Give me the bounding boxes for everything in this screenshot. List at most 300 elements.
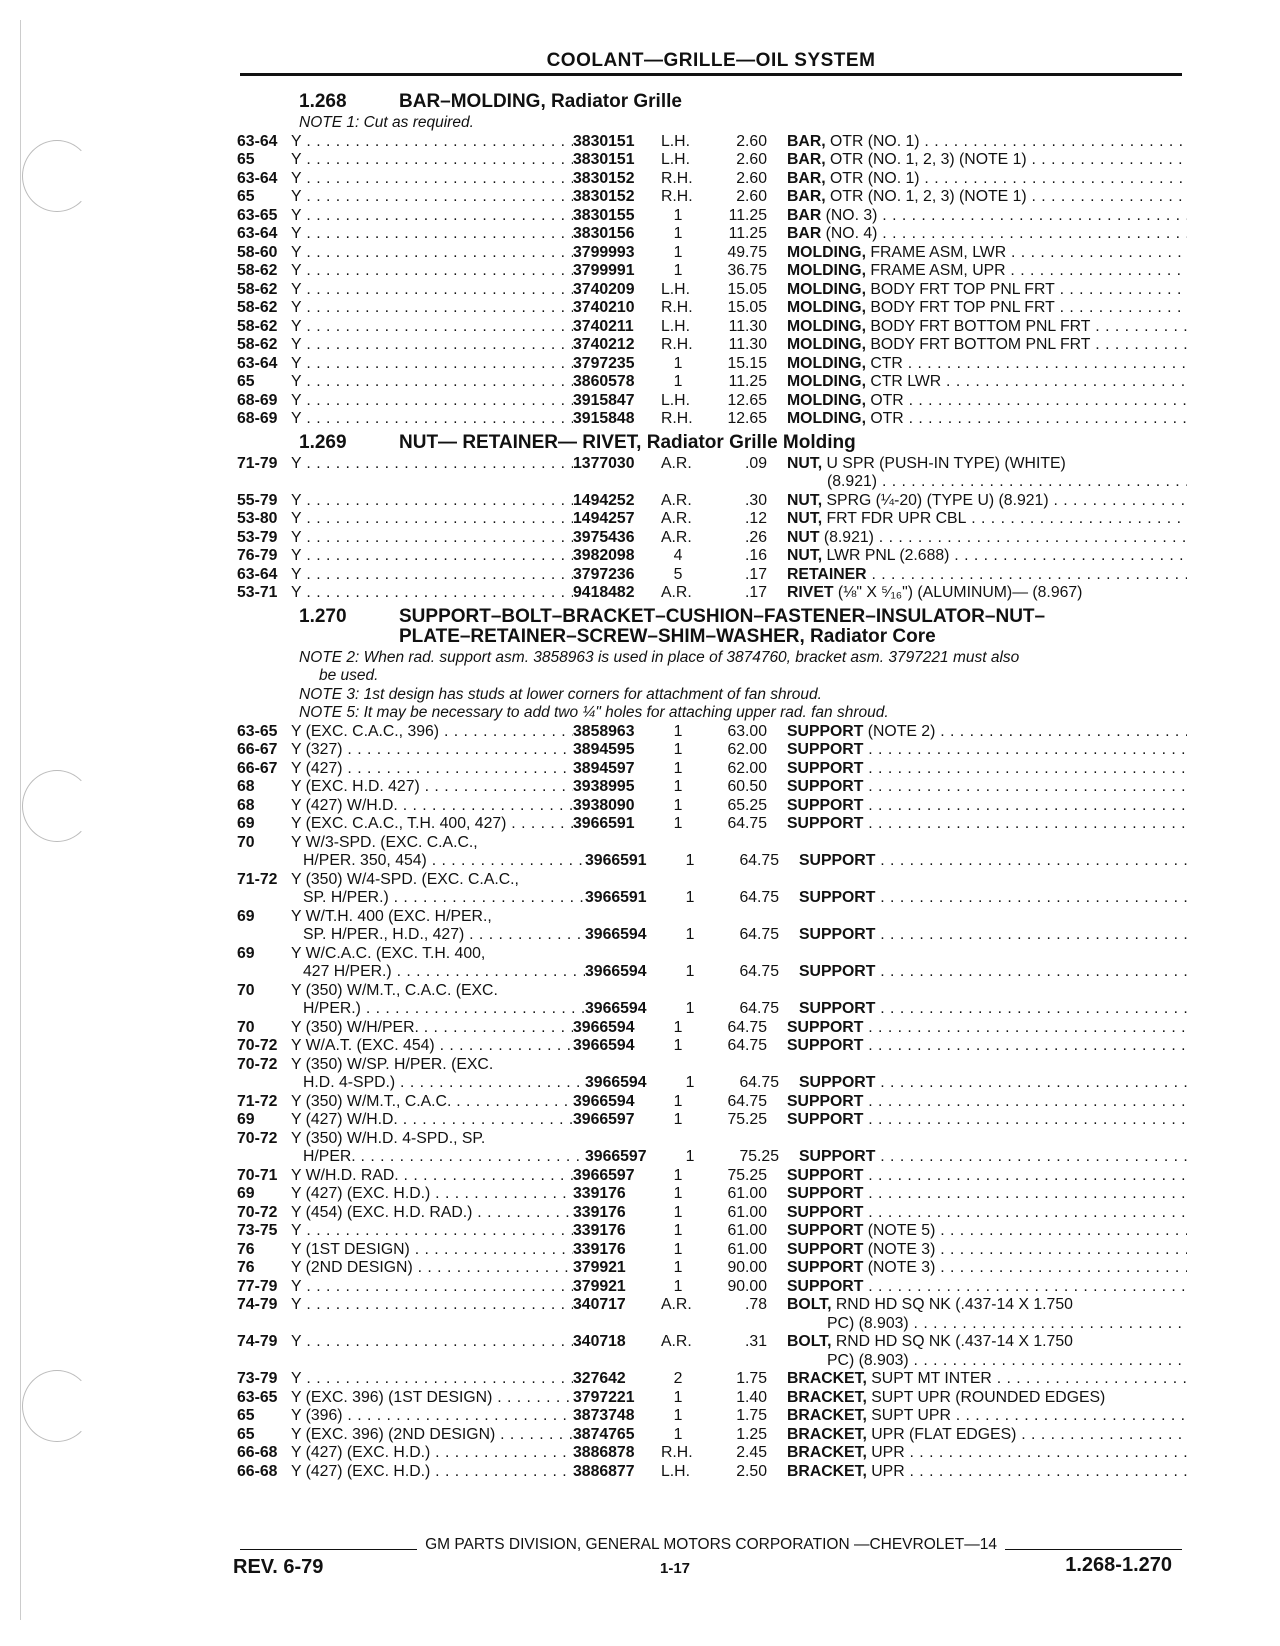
part-number: 3830156 [573,225,635,242]
model-application [291,492,573,511]
model-application [291,455,573,474]
description-bold: SUPPORT [787,1185,864,1202]
model-text: Y (350) W/4-SPD. (EXC. C.A.C., [291,870,519,888]
year-range: 71-72 [237,870,278,888]
description-bold: SUPPORT [799,1000,876,1017]
quantity: 1 [673,262,683,279]
description [787,529,1187,548]
description [787,1204,1187,1223]
model-application [291,133,573,152]
description-bold: SUPPORT [799,1148,876,1165]
quantity: 5 [673,565,683,583]
description [787,1241,1187,1260]
price: 11.30 [728,317,767,335]
part-row [237,760,1187,779]
description [787,1296,1187,1315]
price: 1.75 [736,1407,767,1424]
price: 64.75 [739,926,779,943]
model-text-cont: H/PER.) [303,1000,361,1017]
model-text: Y [291,280,302,298]
price: 64.75 [727,1092,767,1110]
section-title-rest: Radiator Grille Molding [646,431,856,453]
description-text: OTR (NO. 1) [830,169,920,187]
model-text: Y [291,317,302,335]
model-application-cont [291,1148,585,1167]
year-range: 53-79 [237,528,278,546]
description [787,760,1187,779]
description [787,355,1187,374]
price: 15.05 [727,299,767,316]
price: 90.00 [727,1277,767,1295]
price: 64.75 [739,852,779,869]
price: 61.00 [727,1203,767,1221]
part-number: 339176 [573,1203,626,1221]
description-bold: SUPPORT [787,1166,864,1184]
desc-continuation [237,1315,1187,1334]
quantity: A.R. [661,1296,692,1313]
part-number: 1494252 [573,491,635,509]
part-number: 3830152 [573,188,635,205]
section-title [399,607,1187,647]
price: .17 [745,565,767,583]
description-bold: SUPPORT [787,796,864,814]
description-text: OTR [870,391,904,409]
description [787,1167,1187,1186]
model-text: Y (427) (EXC. H.D.) [291,1462,431,1480]
description-bold: MOLDING, [787,317,866,335]
year-range: 68-69 [237,410,278,427]
part-number: 3938995 [573,778,635,795]
quantity: 1 [685,1148,695,1165]
description [787,170,1187,189]
description [799,852,1187,871]
price: 64.75 [739,1000,779,1017]
description-bold: SUPPORT [787,815,864,832]
part-row-continuation [237,963,1187,982]
model-application [291,281,573,300]
quantity: R.H. [661,1444,693,1461]
year-range: 70-72 [237,1037,278,1054]
description-text: RND HD SQ NK (.437-14 X 1.750 [835,1333,1073,1350]
part-row [237,1389,1187,1408]
description-bold: SUPPORT [787,1037,864,1054]
price: 64.75 [739,889,779,906]
description-text: UPR [871,1462,905,1480]
year-range: 70 [237,833,255,851]
description-bold: SUPPORT [787,759,864,777]
description-bold: BOLT, [787,1333,832,1350]
description [787,1111,1187,1130]
part-row [237,1037,1187,1056]
description [787,133,1187,152]
part-row [237,778,1187,797]
section-note [237,686,1187,705]
description-bold: SUPPORT [787,1203,864,1221]
quantity: 1 [673,778,683,795]
part-number: 3799991 [573,262,635,279]
model-application [291,1130,573,1149]
description-bold: BRACKET, [787,1370,867,1387]
quantity: 1 [685,1074,695,1091]
model-application [291,908,573,927]
year-range: 58-62 [237,262,278,279]
model-application [291,1444,573,1463]
year-range: 74-79 [237,1296,278,1313]
description [787,815,1187,834]
year-range: 73-79 [237,1370,278,1387]
quantity: 1 [673,1425,683,1443]
year-range: 63-64 [237,225,278,242]
description [787,410,1187,429]
part-number: 3982098 [573,547,635,564]
model-application [291,1389,573,1408]
price: .26 [745,528,767,546]
model-text-cont: SP. H/PER.) [303,889,389,906]
quantity: 1 [673,206,683,224]
model-text: Y (350) W/M.T., C.A.C. [291,1092,452,1110]
part-number: 3966591 [573,815,635,832]
description-cont-text: PC) (8.903) [827,1351,909,1369]
part-number: 340717 [573,1296,626,1313]
description-bold: SUPPORT [787,722,864,740]
model-application [291,299,573,318]
year-range: 63-64 [237,169,278,187]
part-number: 3740211 [573,317,634,335]
model-application [291,945,573,964]
year-range: 58-62 [237,336,278,353]
description-bold: BRACKET, [787,1444,867,1461]
price: 1.40 [736,1388,767,1406]
description-bold: MOLDING, [787,336,866,353]
part-row [237,1370,1187,1389]
price: .30 [745,491,767,509]
part-row [237,945,1187,964]
model-application [291,392,573,411]
description-bold: MOLDING, [787,299,866,316]
punch-hole-2 [22,770,92,842]
part-row-continuation [237,852,1187,871]
year-range: 69 [237,944,255,962]
part-row [237,566,1187,585]
footer-publisher-line [240,1536,1182,1554]
year-range: 70-72 [237,1129,278,1147]
punch-hole-3 [22,1370,92,1442]
model-application [291,188,573,207]
quantity: 1 [673,741,683,758]
part-row-continuation [237,1000,1187,1019]
model-text: Y (350) W/H/PER. [291,1018,419,1036]
model-application [291,760,573,779]
year-range: 63-64 [237,132,278,150]
description [787,1019,1187,1038]
description-text: LWR PNL (2.688) [826,547,950,564]
running-head: COOLANT—GRILLE—OIL SYSTEM [546,50,876,71]
description-bold: MOLDING, [787,354,866,372]
note-text: NOTE 2: When rad. support asm. 3858963 is used in place of 3874760, bracket asm. 3797221 must also [299,648,1020,666]
section-note [237,649,1187,686]
model-application [291,1185,573,1204]
price: 61.00 [727,1185,767,1202]
model-text: Y (327) [291,741,343,758]
quantity: 1 [673,1018,683,1036]
part-number: 3886877 [573,1462,635,1480]
year-range: 66-68 [237,1462,278,1480]
description-bold: SUPPORT [787,741,864,758]
price: 1.75 [736,1370,767,1387]
part-number: 3830151 [573,132,635,150]
part-number: 3830151 [573,151,635,168]
quantity: L.H. [661,391,690,409]
quantity: 1 [673,759,683,777]
model-application-cont [291,926,585,945]
quantity: 1 [673,1277,683,1295]
model-text: Y W/C.A.C. (EXC. T.H. 400, [291,944,486,962]
description-text: SPRG (¼-20) (TYPE U) (8.921) [826,491,1049,509]
model-text: Y [291,373,302,390]
year-range: 70-72 [237,1203,278,1221]
description [787,741,1187,760]
model-application [291,815,573,834]
quantity: 1 [673,815,683,832]
model-text: Y W/H.D. RAD. [291,1166,399,1184]
model-text: Y (EXC. C.A.C., 396) [291,722,440,740]
description-text: (NOTE 3) [867,1240,936,1258]
model-text: Y (427) (EXC. H.D.) [291,1444,431,1461]
description [787,318,1187,337]
description-text: (NO. 4) [825,225,878,242]
description [787,455,1187,474]
part-row [237,373,1187,392]
description [787,392,1187,411]
model-text: Y [291,584,302,601]
description-bold: BAR, [787,132,826,150]
model-application [291,1426,573,1445]
model-application-cont [291,852,585,871]
part-number: 3966597 [573,1111,635,1128]
description-text: UPR [871,1444,905,1461]
model-application [291,318,573,337]
model-application-cont [291,1074,585,1093]
part-row [237,455,1187,474]
part-number: 1377030 [573,454,635,472]
price: 15.05 [727,280,767,298]
description-text: FRAME ASM, UPR [870,262,1006,279]
quantity: 1 [673,1166,683,1184]
part-number: 339176 [573,1222,626,1239]
part-row [237,1111,1187,1130]
part-row [237,815,1187,834]
model-application [291,1259,573,1278]
part-row [237,741,1187,760]
description-text: (NOTE 2) [867,722,936,740]
description [787,262,1187,281]
description [787,151,1187,170]
section-title-bold: SUPPORT–BOLT–BRACKET–CUSHION–FASTENER–INSULATOR–NUT– [399,605,1046,627]
quantity: 1 [673,243,683,261]
section-heading [237,607,1187,647]
description [787,1426,1187,1445]
description-bold: NUT, [787,491,823,509]
part-row [237,225,1187,244]
quantity: 1 [673,1185,683,1202]
price: 2.60 [736,132,767,150]
quantity: A.R. [661,528,692,546]
quantity: 4 [673,547,683,564]
year-range: 68-69 [237,391,278,409]
quantity: 1 [673,722,683,740]
part-number: 3966594 [573,1037,635,1054]
part-number: 3894595 [573,741,635,758]
description-cont [787,1315,1187,1334]
model-application [291,1296,573,1315]
price: 12.65 [727,410,767,427]
part-row [237,723,1187,742]
section-range: 1.268-1.270 [1065,1554,1172,1576]
model-application [291,1241,573,1260]
model-text: Y [291,1222,302,1239]
part-number: 3858963 [573,722,635,740]
quantity: R.H. [661,169,693,187]
head-rule [240,73,1182,76]
price: 49.75 [727,243,767,261]
description-cont-text: PC) (8.903) [827,1314,909,1332]
part-row [237,133,1187,152]
price: .31 [745,1333,767,1350]
year-range: 76 [237,1240,255,1258]
description-text: (NOTE 5) [867,1222,936,1239]
part-row [237,584,1187,603]
description-bold: SUPPORT [799,852,876,869]
model-text: Y (2ND DESIGN) [291,1259,413,1276]
part-number: 3966597 [573,1166,635,1184]
quantity: 1 [673,1203,683,1221]
price: .09 [745,454,767,472]
model-application [291,584,573,603]
model-application-cont [291,1000,585,1019]
year-range: 55-79 [237,491,278,509]
part-row [237,1463,1187,1482]
year-range: 65 [237,1425,255,1443]
price: 61.00 [727,1222,767,1239]
description-bold: SUPPORT [787,1018,864,1036]
section-heading [237,433,1187,453]
section-title-bold: BAR–MOLDING, [399,91,546,112]
description [787,723,1187,742]
part-row [237,392,1187,411]
description-bold: BAR, [787,169,826,187]
section-heading [237,92,1187,112]
year-range: 66-67 [237,741,278,758]
description [787,547,1187,566]
year-range: 53-80 [237,510,278,527]
model-text: Y (427) [291,759,343,777]
price: 1.25 [736,1425,767,1443]
price: 2.60 [736,188,767,205]
model-application [291,982,573,1001]
description [799,889,1187,908]
part-row [237,262,1187,281]
part-row [237,1296,1187,1315]
price: 75.25 [727,1166,767,1184]
price: 2.60 [736,151,767,168]
description-bold: BAR, [787,188,826,205]
description-text: OTR [870,410,904,427]
year-range: 76-79 [237,547,278,564]
year-range: 68 [237,796,255,814]
description [799,926,1187,945]
model-text: Y (350) W/SP. H/PER. (EXC. [291,1055,494,1073]
part-number: 3966594 [585,1074,647,1091]
part-row [237,207,1187,226]
price: 2.50 [736,1462,767,1480]
model-text: Y (427) (EXC. H.D.) [291,1185,431,1202]
model-application [291,797,573,816]
model-text: Y (EXC. 396) (1ST DESIGN) [291,1388,493,1406]
quantity: A.R. [661,454,692,472]
quantity: 1 [685,926,695,943]
description-bold: SUPPORT [787,1111,864,1128]
quantity: 1 [685,963,695,980]
part-number: 3966594 [585,963,647,980]
model-text: Y [291,510,302,527]
part-row [237,1407,1187,1426]
model-text: Y (EXC. 396) (2ND DESIGN) [291,1425,496,1443]
model-text: Y W/A.T. (EXC. 454) [291,1037,435,1054]
description-bold: NUT [787,528,820,546]
year-range: 73-75 [237,1222,278,1239]
description-text: BODY FRT BOTTOM PNL FRT [870,317,1091,335]
description [787,566,1187,585]
part-number: 3966594 [573,1018,635,1036]
model-text: Y (350) W/H.D. 4-SPD., SP. [291,1129,486,1147]
model-text: Y [291,547,302,564]
quantity: 1 [673,796,683,814]
model-application [291,529,573,548]
description-bold: SUPPORT [799,889,876,906]
part-number: 3830152 [573,169,635,187]
model-text: Y [291,565,302,583]
quantity: 1 [685,1000,695,1017]
year-range: 69 [237,1185,255,1202]
model-text: Y [291,169,302,187]
model-application [291,871,573,890]
model-application [291,336,573,355]
description-bold: MOLDING, [787,373,866,390]
model-application [291,566,573,585]
part-row [237,1444,1187,1463]
part-number: 9418482 [573,584,635,601]
description-bold: BOLT, [787,1296,832,1313]
model-application [291,410,573,429]
description-text: (NOTE 3) [867,1259,936,1276]
description-bold: SUPPORT [799,1074,876,1091]
quantity: R.H. [661,336,693,353]
part-row [237,1019,1187,1038]
model-text: Y [291,206,302,224]
part-row [237,492,1187,511]
model-text: Y [291,299,302,316]
model-text: Y (427) W/H.D. [291,796,398,814]
part-row [237,1204,1187,1223]
section-title-rest: Radiator Core [810,625,936,647]
description [787,1370,1187,1389]
quantity: A.R. [661,1333,692,1350]
price: 2.60 [736,169,767,187]
description-bold: SUPPORT [787,1240,864,1258]
model-application [291,741,573,760]
quantity: L.H. [661,1462,690,1480]
part-number: 339176 [573,1185,626,1202]
